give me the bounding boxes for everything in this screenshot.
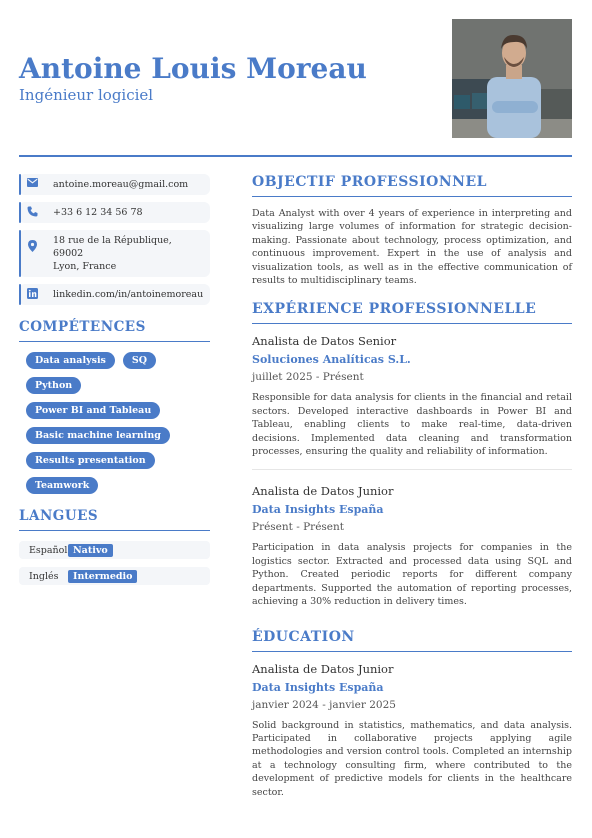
job-description: Participation in data analysis projects for companies in the logistics sector. Extracted and processed data using SQL and Python. Created periodic reports for different company departments. Supported the automation of reporting processes, achieving a 30% reduction in delivery times. <box>252 542 572 608</box>
contact-linkedin[interactable] <box>19 284 210 305</box>
skill-badge: Power BI and Tableau <box>26 402 160 419</box>
right-column <box>252 174 572 799</box>
education-entry <box>252 662 572 799</box>
contact-email[interactable] <box>19 174 210 195</box>
education-description: Solid background in statistics, mathematics, and data analysis. Participated in collaborative projects applying agile methodologies and version control tools. Completed an internship at a technology consulting firm, where contributed to the development of predictive models for clients in the healthcare sector. <box>252 719 572 798</box>
profile-photo-image <box>452 19 572 138</box>
phone-text: +33 6 12 34 56 78 <box>53 207 143 218</box>
language-level: Intermedio <box>68 570 137 583</box>
contact-address <box>19 230 210 277</box>
candidate-role: Ingénieur logiciel <box>19 86 154 104</box>
job-dates: Présent - Présent <box>252 521 344 534</box>
email-icon <box>19 174 45 187</box>
language-level: Nativo <box>68 544 113 557</box>
skill-badge: Results presentation <box>26 452 155 469</box>
language-name: Inglés <box>29 570 59 582</box>
job-dates: juillet 2025 - Présent <box>252 371 364 384</box>
job-title: Analista de Datos Junior <box>252 484 394 499</box>
languages-title: LANGUES <box>19 508 210 531</box>
language-item <box>19 541 210 559</box>
objective-title: OBJECTIF PROFESSIONNEL <box>252 174 572 197</box>
job-title: Analista de Datos Senior <box>252 334 397 349</box>
linkedin-text: linkedin.com/in/antoinemoreau <box>53 289 204 300</box>
location-icon <box>19 230 45 252</box>
accent-bar <box>19 202 21 223</box>
experience-title: EXPÉRIENCE PROFESSIONNELLE <box>252 301 572 324</box>
education-dates: janvier 2024 - janvier 2025 <box>252 698 396 711</box>
objective-text: Data Analyst with over 4 years of experience in interpreting and visualizing large volumes of information for strategic decision-making. Passionate about technology, process optimization, and continuous improvement. Expert in the use of analysis and visualization tools, as well as in the effective communication of results to multidisciplinary teams. <box>252 208 572 287</box>
institution-name: Data Insights España <box>252 680 384 694</box>
address-line-2: Lyon, France <box>53 261 117 272</box>
degree-title: Analista de Datos Junior <box>252 661 394 676</box>
accent-bar <box>19 284 21 305</box>
phone-icon <box>19 202 45 217</box>
candidate-name: Antoine Louis Moreau <box>19 52 367 85</box>
skill-badge: Data analysis <box>26 352 115 369</box>
skills-title: COMPÉTENCES <box>19 319 210 342</box>
left-column <box>19 174 210 593</box>
company-name: Data Insights España <box>252 503 384 517</box>
profile-photo <box>452 19 572 138</box>
address-text <box>45 230 210 277</box>
linkedin-icon <box>19 284 45 299</box>
entry-divider <box>252 469 572 470</box>
experience-entry <box>252 334 572 458</box>
skills-list <box>19 352 184 494</box>
education-title: ÉDUCATION <box>252 629 572 652</box>
language-name: Español <box>29 544 68 556</box>
address-line-1: 18 rue de la République, 69002 <box>53 235 172 259</box>
contact-phone[interactable] <box>19 202 210 223</box>
skill-badge: Basic machine learning <box>26 427 170 444</box>
job-description: Responsible for data analysis for clients in the financial and retail sectors. Developed interactive dashboards in Power BI and Tableau, enabling clients to make real-time, data-driven decisions. Implemented data cleaning and transformation processes, ensuring the quality and reliability of information. <box>252 392 572 458</box>
accent-bar <box>19 230 21 277</box>
skill-badge: SQ <box>123 352 156 369</box>
experience-entry <box>252 484 572 608</box>
skill-badge: Teamwork <box>26 477 98 494</box>
company-name: Soluciones Analíticas S.L. <box>252 353 411 367</box>
email-text: antoine.moreau@gmail.com <box>53 179 189 190</box>
language-item <box>19 567 210 585</box>
skill-badge: Python <box>26 377 81 394</box>
accent-bar <box>19 174 21 195</box>
header <box>19 0 572 157</box>
